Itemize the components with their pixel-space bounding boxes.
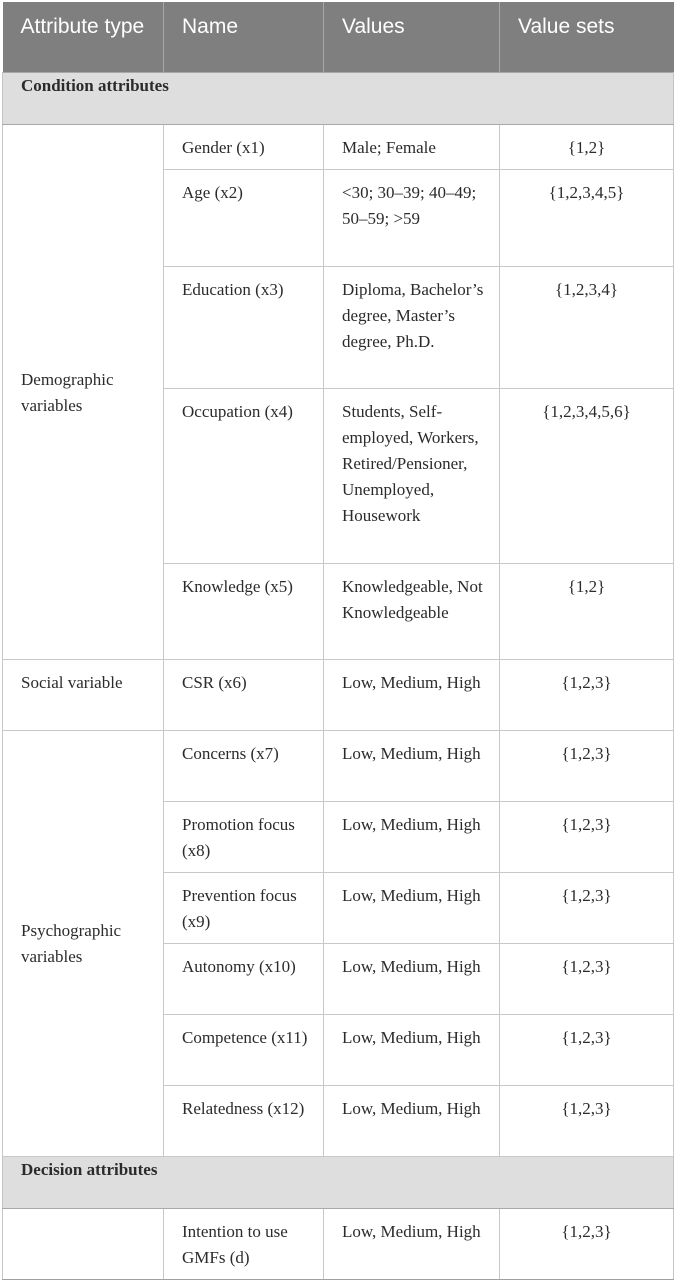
row-name: Promotion focus (x8) bbox=[164, 801, 324, 872]
row-name: Concerns (x7) bbox=[164, 730, 324, 801]
row-name: Relatedness (x12) bbox=[164, 1085, 324, 1156]
row-value-set: {1,2,3} bbox=[500, 730, 674, 801]
row-name: Occupation (x4) bbox=[164, 388, 324, 563]
group-demographic-variables: Demographic variables bbox=[3, 124, 164, 659]
table-row bbox=[3, 730, 674, 801]
row-value-set: {1,2,3} bbox=[500, 872, 674, 943]
row-name: Knowledge (x5) bbox=[164, 563, 324, 659]
row-value-set: {1,2,3} bbox=[500, 659, 674, 730]
header-name: Name bbox=[164, 2, 324, 72]
table-row bbox=[3, 1208, 674, 1279]
header-value-sets: Value sets bbox=[500, 2, 674, 72]
row-value-set: {1,2,3} bbox=[500, 1208, 674, 1279]
row-values: Male; Female bbox=[324, 124, 500, 169]
row-name: Prevention focus (x9) bbox=[164, 872, 324, 943]
section-row-decision bbox=[3, 1156, 674, 1208]
row-values: Diploma, Bachelor’s degree, Master’s degree, Ph.D. bbox=[324, 266, 500, 388]
row-values: Low, Medium, High bbox=[324, 872, 500, 943]
row-name: Education (x3) bbox=[164, 266, 324, 388]
row-values: Low, Medium, High bbox=[324, 1208, 500, 1279]
row-values: Low, Medium, High bbox=[324, 943, 500, 1014]
row-values: <30; 30–39; 40–49; 50–59; >59 bbox=[324, 169, 500, 266]
row-values: Low, Medium, High bbox=[324, 659, 500, 730]
row-name: Age (x2) bbox=[164, 169, 324, 266]
section-title-condition: Condition attributes bbox=[3, 72, 674, 124]
row-name: Intention to use GMFs (d) bbox=[164, 1208, 324, 1279]
section-row-condition bbox=[3, 72, 674, 124]
group-social-variable: Social variable bbox=[3, 659, 164, 730]
row-values: Knowledgeable, Not Knowledgeable bbox=[324, 563, 500, 659]
row-value-set: {1,2,3,4,5,6} bbox=[500, 388, 674, 563]
header-values: Values bbox=[324, 2, 500, 72]
row-value-set: {1,2,3} bbox=[500, 1085, 674, 1156]
row-value-set: {1,2,3} bbox=[500, 1014, 674, 1085]
row-value-set: {1,2,3,4} bbox=[500, 266, 674, 388]
row-name: CSR (x6) bbox=[164, 659, 324, 730]
header-row bbox=[3, 2, 674, 72]
row-values: Low, Medium, High bbox=[324, 1085, 500, 1156]
row-name: Competence (x11) bbox=[164, 1014, 324, 1085]
row-name: Gender (x1) bbox=[164, 124, 324, 169]
row-values: Low, Medium, High bbox=[324, 801, 500, 872]
row-value-set: {1,2,3,4,5} bbox=[500, 169, 674, 266]
header-attribute-type: Attribute type bbox=[3, 2, 164, 72]
row-name: Autonomy (x10) bbox=[164, 943, 324, 1014]
row-value-set: {1,2} bbox=[500, 563, 674, 659]
table-row bbox=[3, 659, 674, 730]
row-value-set: {1,2} bbox=[500, 124, 674, 169]
group-psychographic-variables: Psychographic variables bbox=[3, 730, 164, 1156]
section-title-decision: Decision attributes bbox=[3, 1156, 674, 1208]
row-values: Low, Medium, High bbox=[324, 730, 500, 801]
table-row bbox=[3, 124, 674, 169]
row-value-set: {1,2,3} bbox=[500, 943, 674, 1014]
row-value-set: {1,2,3} bbox=[500, 801, 674, 872]
attribute-table bbox=[2, 2, 674, 1280]
group-decision-empty bbox=[3, 1208, 164, 1279]
row-values: Students, Self-employed, Workers, Retired/Pensioner, Unemployed, Housework bbox=[324, 388, 500, 563]
row-values: Low, Medium, High bbox=[324, 1014, 500, 1085]
